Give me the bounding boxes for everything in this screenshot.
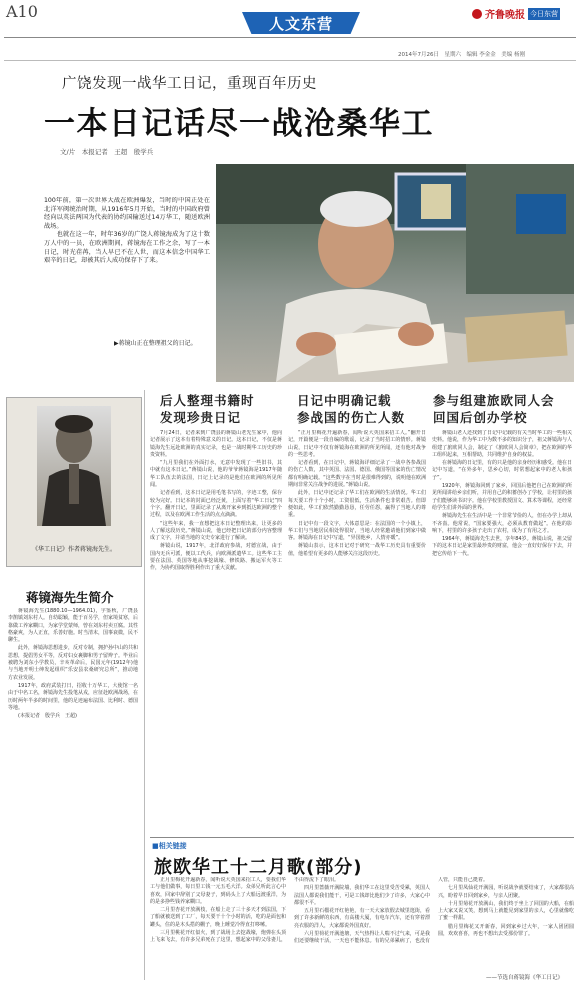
col3-para: 1964年，蒋镜海先生去世，享年84岁。蒋镜山说，祖父留下的这本日记是家里最珍贵的财富，他会一直好好保存下去，并把它传给下一代。 xyxy=(432,536,572,557)
col3-para: 蒋镜海先生在生活中是一个非常节俭的人，但在办学上却从不吝啬。他常说，“国家要强大，必须从教育做起”。在他的影响下，村里的许多孩子走出了农村，成为了有用之才。 xyxy=(432,513,572,534)
col2-para: 日记中有一段文字，大体意思是：在法国的一个小镇上，华工们与当地居民相处得很好，当地人经常邀请他们到家中做客。蒋镜海在日记中写道，“异国他乡，人情亦暖”。 xyxy=(288,520,426,542)
col2-text xyxy=(288,430,426,832)
bio-text xyxy=(8,608,138,978)
link-para: 十月里菊花开放满山，我们终于坐上了回国的大船，在船上大家又说又笑，想到马上就能见到家里的亲人，心里就像吃了蜜一样甜。 xyxy=(438,900,574,922)
main-photo xyxy=(216,164,574,382)
link-para: 五月里石榴花开红艳艳，有一天大家放假去城里逛街，看到了许多新鲜的东西，有高楼大厦，有电车汽车，还有穿着漂亮衣服的洋人，大家都说外国真好。 xyxy=(294,908,430,929)
col1-title: 后人整理书籍时 发现珍贵日记 xyxy=(160,393,255,425)
link-para: 腊月里梅花又开新春，回到家乡过大年，一家人团团圆圆，欢欢喜喜，再也不想出去受那份罪了。 xyxy=(438,923,574,938)
link-para: 四月里蔷薇开满院墙，我们华工在这里受苦受累，英国人法国人都说我们能干，可是工钱却比他们少了许多，大家心中都很不平。 xyxy=(294,885,430,906)
col1-para: “这些年来，我一直想把这本日记整理出来，让更多的人了解这段历史。”蒋镜山说，他已经把日记的部分内容整理成了文字，并请当地的文史专家进行了解读。 xyxy=(150,520,282,542)
headline: 一本日记话尽一战沧桑华工 xyxy=(44,106,434,142)
link-para: 二月里杏花开放满枝，在船上走了三十多天才到法国，下了船就被送到了工厂，每天要干十个小时的活，吃的是面包和罐头，住的是木头搭的棚子，晚上睡觉冷得直打哆嗦。 xyxy=(150,907,286,928)
section-title: 人文东营 xyxy=(268,15,333,33)
bio-para: 1917年，政府武装打日，招收十万华工，大使馆一名由于中名工名，蒋镜海先生投笔从戎，应征赴欧洲战场，在历时两年半多的时间里，他的足迹遍布法国、比利时、德国等地。 xyxy=(8,682,138,711)
portrait-photo xyxy=(37,406,111,526)
photo-caption: ▶蒋镜山正在整理祖父的日记。 xyxy=(114,340,197,347)
header-rule xyxy=(4,37,576,38)
link-para: 七月里凤仙花开满园，听说战争就要结束了，大家都很高兴，盼着早日回到家乡，与亲人团聚。 xyxy=(438,885,574,899)
col1-para: “九月里我们在外面打水，无意中发现了一些旧书，其中就有这本日记。”蒋镜山说，他的爷爷蒋镜海是1917年随华工队伍去的法国，日记上记录的是他们在欧洲的所见所闻。 xyxy=(150,460,282,489)
col3-para: 1920年，蒋镜海回到了家乡，回国后他把自己在欧洲的所见所闻讲给乡亲们听，并用自己的积蓄创办了学校，让村里的孩子们能够读书识字。他在学校里教授国文、算术等课程，还经常给学生们讲外面的世界。 xyxy=(432,483,572,511)
photo-scene xyxy=(216,164,574,382)
col2-para: 此外，日记中还记录了华工们在欧洲的生活情况。华工们每天要工作十个小时，工资很低，生活条件也非常艰苦。但即便如此，华工们依然勤勤恳恳，任劳任怨，赢得了当地人的尊重。 xyxy=(288,490,426,519)
link-title: 旅欧华工十二月歌(部分) xyxy=(154,857,363,878)
col2-title: 日记中明确记载 参战国的伤亡人数 xyxy=(297,393,406,425)
link-text xyxy=(150,877,574,971)
portrait-caption: 《华工日记》作者蒋镜海先生。 xyxy=(31,546,116,553)
col3-para: 蒋镜山老人还找到了日记中记载的有关当时华工的一些相关史料。他说，作为华工中为数不多的知识分子，祖父蒋镜海与人组建了旅欧同人会，制定了《旅欧同人会简章》，把在欧洲的华工组织起来，互相帮助，共同维护自身的权益。 xyxy=(432,430,572,458)
col3-title: 参与组建旅欧同人会 回国后创办学校 xyxy=(433,393,555,425)
bio-title: 蒋镜海先生简介 xyxy=(26,590,114,605)
intro-text: 100年前，第一次世界大战在欧洲爆发，当时的中国正处在北洋军阀统治时期，从1916年5月开始，当时的中国政府曾经向以英法两国为代表的协约国输送过14万华工，随送欧洲战场。 也就在这一年，时年36岁的广饶人蒋镜海成为了这十数万人中的一员，在欧洲期间，蒋镜海在工作之余，写了一本日记，时光荏苒，当人早已不在人世，而这本信念中国华工艰辛的日记，却被其后人成功保存下了来。 xyxy=(44,197,210,265)
link-source: ——节选自蒋镜海《华工日记》 xyxy=(486,975,564,981)
col1-para: 记者看到，这本日记是用毛笔书写的，字迹工整，保存较为完好。日记本的封面已经泛黄，上面写着“华工日记”四个字。翻开日记，里面记录了从离开家乡到抵达欧洲的整个过程，以及在欧洲工作生活的点点滴滴。 xyxy=(150,490,282,519)
masthead-logo xyxy=(472,7,560,20)
col3-text xyxy=(432,430,572,832)
vertical-divider xyxy=(144,390,145,980)
kicker: 广饶发现一战华工日记，重现百年历史 xyxy=(62,76,317,92)
page-number: A10 xyxy=(6,2,38,21)
col1-para: 蒋镜山说，1917年，北洋政府参战，对德宣战，由于国内无兵可派，便以工代兵，向欧洲派遣华工。这些华工主要在法国、英国等地从事挖战壕、修铁路、搬运军火等工作，为协约国取得胜利作出了重大贡献。 xyxy=(150,543,282,572)
header-rule-2 xyxy=(4,60,576,61)
date-line: 2014年7月26日 星期六 编辑 李金金 美编 杨刚 xyxy=(398,52,525,58)
byline: 文/片 本报记者 王超 殷学兵 xyxy=(60,148,154,156)
paper-name: 齐鲁晚报 xyxy=(485,10,525,21)
col1-text xyxy=(150,430,282,832)
portrait-figure xyxy=(37,406,111,526)
bio-para: (本报记者 殷学兵 王超) xyxy=(18,713,77,720)
link-para: 六月里荷花开满池塘，天气热得让人喘不过气来，可是我们还要继续干活，一天也不能休息。有的兄弟累病了，也没有人管，只能自己挺着。 xyxy=(294,877,489,945)
link-top-rule xyxy=(150,837,574,838)
col1-para: 7月24日，记者来到广饶县的蒋镜山老先生家中，他向记者展示了这本有着特殊意义的日记。这本日记，不仅是蒋镜海先生远赴欧洲的真实记录，也是一战时期华工历史的珍贵资料。 xyxy=(150,430,282,458)
col3-para: 在蒋镜海的日记里，有的只是他的亲身经历和感受。他在日记中写道，“在外多年，思乡心切，时常想起家中的老人和孩子”。 xyxy=(432,460,572,481)
paper-edition: 今日东营 xyxy=(530,9,558,18)
link-para: 正月里梅花开遍新春，闻听说大英国来招工人，要我们华工与他们做事，每日里工钱一元五毛大洋。众弟兄听此言心中喜欢，回家中辞别了父母妻子，到码头上了大船远渡重洋，为的是多挣些钱养家糊口。 xyxy=(150,877,286,905)
bio-para: 此外，蒋镜海思想进步，反对专制，拥护孙中山的共和思想，提倡男女平等，反对妇女裹脚和男子留辫子。毕业后被聘为刘东小学教员，辛亥革命后，民国元年(1912年)他与当地开明士绅发起组织“乐安县农桑研究总所”，推动地方农业发展。 xyxy=(8,645,138,681)
masthead-mark-icon xyxy=(472,9,482,19)
bio-para: 蒋镜海先生(1880.10—1964.01)，字鉴秋，广饶县李鹊镇刘东村人。自幼聪颖，能于百另学，但家境贫寒，后靠做工养家糊口，为家学堂蒙师，曾在刘东村卖豆腐。其性格豪爽，为人正直，乐善好施。时当清末，国事衰微，民不聊生。 xyxy=(8,608,138,644)
col2-para: 记者看到，在日记中，蒋镜海详细记录了一战中各参战国的伤亡人数，其中英国、法国、德国、俄国等国家的伤亡情况都有明确记载。“这些数字在当时是很难得到的，说明他在欧洲期间非常关注战争的进展。”蒋镜山说。 xyxy=(288,460,426,489)
portrait-frame xyxy=(6,397,142,567)
col2-para: 蒋镜山表示，这本日记对于研究一战华工历史具有重要价值，他希望有更多的人能够关注这段历史。 xyxy=(288,543,426,557)
link-label: ■相关链接 xyxy=(152,842,187,850)
col2-para: “正月里梅花开遍新春，闻听说大英国来招工人。”翻开日记，开篇便是一段自编的歌谣，记录了当时招工的情形。蒋镜山说，日记中不仅有蒋镜海在欧洲的所见所闻，还有他对战争的一些思考。 xyxy=(288,430,426,458)
link-para: 三月里桃花开红似火，到了战场上去挖战壕，炮弹在头顶上飞来飞去，有许多兄弟死在了这里，想起家中的父母妻儿，不由得流下了眼泪。 xyxy=(150,877,340,944)
